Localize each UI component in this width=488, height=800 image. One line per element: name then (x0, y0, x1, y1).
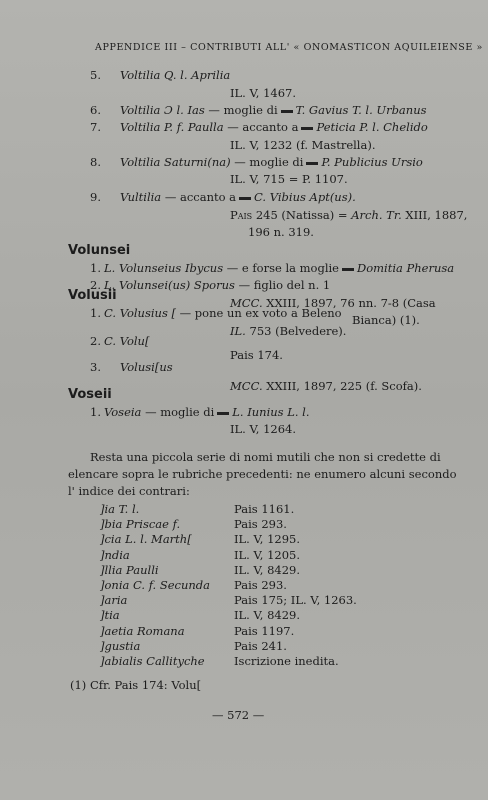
mutilated-name: ]tia (100, 608, 120, 623)
entry-reference: IL. V, 1467. (230, 86, 297, 100)
entry-name: C. Volusius [ (104, 306, 176, 320)
entry-line (104, 278, 330, 292)
entry-number: 7. (90, 120, 101, 134)
entry-name: L. Volunsei(us) Sporus (104, 278, 235, 292)
entry-name: Volusi[us (120, 360, 173, 374)
entry-name: C. Volu[ (104, 334, 150, 348)
pointer-mark (217, 412, 229, 415)
mutilated-name: ]llia Paulli (100, 562, 159, 577)
entry-number: 3. (90, 360, 101, 374)
entry-number: 6. (90, 103, 101, 117)
source-detail: 753 (Belvedere). (249, 324, 347, 338)
mutilated-name: ]abialis Callityche (100, 654, 205, 668)
mutilated-name-reference: Pais 293. (234, 517, 287, 532)
mutilated-name-reference: Pais 1161. (234, 502, 295, 516)
paragraph-line: Resta una piccola serie di nomi mutili che non si credette di (90, 450, 441, 464)
entry-reference-cont: 196 n. 319. (248, 225, 314, 239)
source-detail: 245 (Natissa) = (255, 208, 348, 222)
pointer-mark (281, 110, 293, 113)
source-detail: XXIII, 1897, 225 (f. Scofa). (266, 379, 422, 393)
entry-name: Voltilia Ɔ l. Ias (120, 103, 205, 117)
entry-name: Voseia (104, 405, 142, 419)
pointer-mark (306, 162, 318, 165)
entry-number: 9. (90, 190, 101, 204)
mutilated-name: ]ia T. l. (100, 502, 140, 516)
entry-relation-text: — e forse la moglie (226, 261, 339, 275)
entry-relation-text: — figlio del n. 1 (238, 278, 331, 292)
source-journal: MCC. (230, 296, 263, 310)
mutilated-name-reference: IL. V, 8429. (234, 562, 301, 577)
mutilated-name: ]cia L. l. Marth[ (100, 532, 192, 547)
section-heading: Voseii (68, 387, 112, 402)
mutilated-name-reference: Pais 293. (234, 578, 287, 592)
entry-reference: IL. V, 1232 (f. Mastrella). (230, 138, 376, 152)
source-detail: XXIII, 1897, 76 nn. 7-8 (Casa (266, 296, 436, 310)
section-heading: Volusii (68, 288, 117, 303)
pointer-mark (301, 127, 313, 130)
related-name: Domitia Pherusa (356, 261, 455, 275)
entry-number: 1. (90, 261, 101, 275)
mutilated-name: ]ndia (100, 547, 130, 562)
entry-relation-text: — accanto a (227, 120, 299, 134)
entry-line (120, 190, 356, 204)
entry-line (120, 155, 423, 169)
entry-reference: IL. V, 715 = P. 1107. (230, 172, 348, 186)
mutilated-name: ]aria (100, 593, 128, 608)
mutilated-name-reference: Pais 241. (234, 638, 287, 653)
entry-number: 1. (90, 405, 101, 419)
entry-number: 1. (90, 306, 101, 320)
entry-reference: Pais 174. (230, 348, 283, 362)
entry-reference (230, 379, 422, 393)
pointer-mark (342, 268, 354, 271)
entry-line (120, 103, 427, 117)
entry-name: Voltilia P. f. Paulla (120, 120, 224, 134)
mutilated-name-reference: Pais 175; IL. V, 1263. (234, 593, 357, 608)
mutilated-name: ]bia Priscae f. (100, 517, 181, 532)
mutilated-name-reference: IL. V, 1295. (234, 532, 301, 547)
entry-reference (230, 324, 346, 338)
mutilated-name: ]aetia Romana (100, 623, 185, 638)
entry-number: 2. (90, 278, 101, 292)
page-number: — 572 — (212, 708, 265, 722)
entry-relation-text: — moglie di (234, 155, 304, 169)
footnote: (1) Cfr. Pais 174: Volu[ (70, 678, 202, 692)
mutilated-name: ]onia C. f. Secunda (100, 578, 211, 592)
related-name: Peticia P. l. Chelido (316, 120, 428, 134)
mutilated-name-reference: IL. V, 8429. (234, 608, 301, 623)
entry-reference (230, 208, 467, 222)
entry-relation-text: — moglie di (145, 405, 215, 419)
entry-line (120, 120, 428, 134)
entry-reference: IL. V, 1264. (230, 422, 297, 436)
running-header: APPENDICE III – CONTRIBUTI ALL' « ONOMASTICON AQUILEIENSE » (95, 42, 483, 53)
entry-number: 8. (90, 155, 101, 169)
mutilated-name-reference: Pais 1197. (234, 623, 295, 638)
section-heading: Volunsei (68, 243, 131, 258)
source-pais: Pais (230, 208, 253, 222)
mutilated-name: ]gustia (100, 638, 141, 653)
entry-reference-cont: Bianca) (1). (352, 313, 420, 327)
source-detail: XIII, 1887, (405, 208, 468, 222)
entry-line (104, 306, 342, 320)
mutilated-name-reference: IL. V, 1205. (234, 547, 301, 562)
entry-line (104, 261, 454, 275)
related-name: L. Iunius L. l. (232, 405, 310, 419)
source-journal: Arch. Tr. (351, 208, 402, 222)
source-journal: MCC. (230, 379, 263, 393)
entry-number: 5. (90, 68, 101, 82)
source-journal: IL. (230, 324, 246, 338)
entry-relation-text: — moglie di (208, 103, 278, 117)
entry-relation-text: — pone un ex voto a Beleno (179, 306, 342, 320)
mutilated-name-reference: Iscrizione inedita. (234, 654, 339, 668)
related-name: P. Publicius Ursio (321, 155, 423, 169)
paragraph-line: elencare sopra le rubriche precedenti: ne enumero alcuni secondo (68, 467, 457, 481)
pointer-mark (239, 197, 251, 200)
entry-line (104, 405, 310, 419)
related-name: T. Gavius T. l. Urbanus (295, 103, 427, 117)
paragraph-line: l' indice dei contrari: (68, 484, 190, 498)
entry-name: Voltilia Saturni(na) (120, 155, 231, 169)
entry-relation-text: — accanto a (164, 190, 237, 204)
entry-name: Vultilia (120, 190, 162, 204)
entry-name: Voltilia Q. l. Aprilia (120, 68, 231, 82)
entry-number: 2. (90, 334, 101, 348)
entry-name: L. Volunseius Ibycus (104, 261, 224, 275)
related-name: C. Vibius Apt(us). (254, 190, 356, 204)
